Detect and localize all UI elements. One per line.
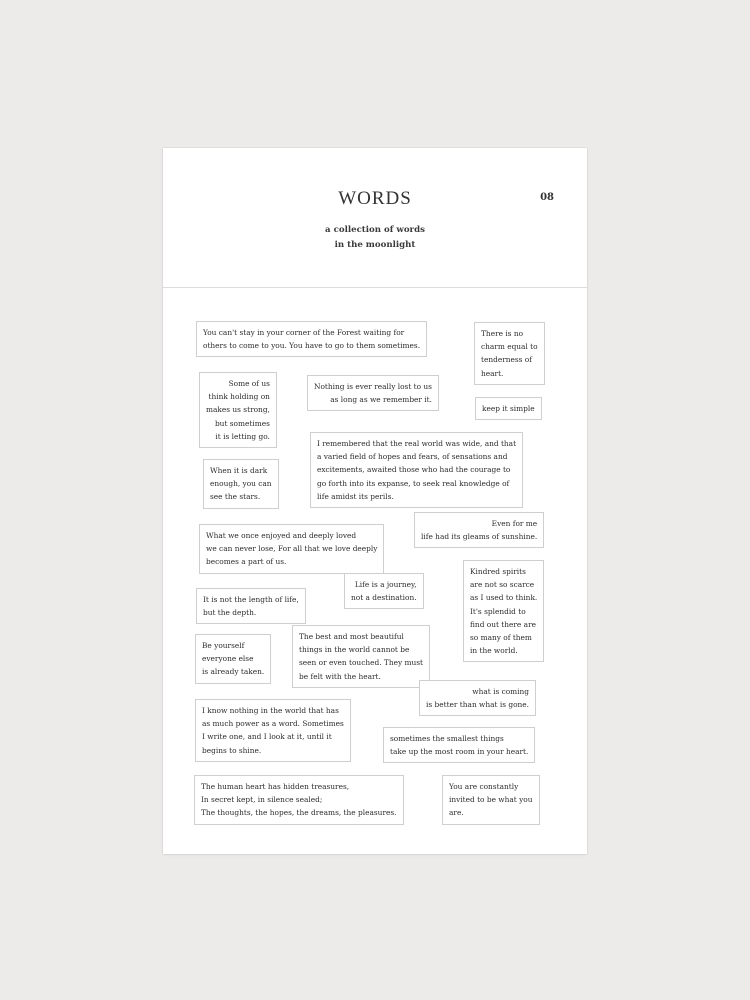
quote-line: What we once enjoyed and deeply loved — [206, 531, 357, 540]
quote-line: not a destination. — [351, 593, 417, 603]
quote-line: It is not the length of life, — [203, 595, 299, 604]
quote-line: is already taken. — [202, 667, 265, 677]
quote-line: are not so scarce — [470, 580, 535, 590]
quote-line: becomes a part of us. — [206, 557, 287, 567]
quote-line: In secret kept, in silence sealed; — [201, 795, 323, 805]
quote-line: makes us strong, — [206, 405, 270, 415]
quote-line: go forth into its expanse, to seek real knowledge of — [317, 478, 510, 488]
quote-line: You can't stay in your corner of the Forest waiting for — [203, 328, 405, 337]
quote-line: is better than what is gone. — [426, 700, 530, 710]
quote-line: Some of us — [228, 379, 270, 388]
quote-line: what is coming — [472, 687, 530, 696]
quote-line: The thoughts, the hopes, the dreams, the pleasures. — [201, 808, 397, 818]
quote-line: we can never lose, For all that we love deeply — [206, 544, 378, 554]
quote-sticker-nothing-lost — [307, 375, 439, 411]
quote-sticker-real-world — [310, 432, 523, 508]
quote-line: think holding on — [208, 392, 270, 402]
quote-line: Nothing is ever really lost to us — [314, 382, 432, 391]
quote-sticker-what-is-coming — [419, 680, 536, 716]
quote-sticker-keep-simple — [475, 397, 542, 420]
quote-line: The best and most beautiful — [299, 632, 404, 641]
quote-line: I write one, and I look at it, until it — [202, 732, 332, 742]
quote-sticker-kindred-spirits — [463, 560, 544, 662]
quote-line: There is no — [481, 329, 524, 338]
quote-line: You are constantly — [449, 782, 519, 791]
quote-line: as long as we remember it. — [330, 395, 432, 405]
quote-sticker-charm — [474, 322, 545, 385]
quote-line: The human heart has hidden treasures, — [201, 782, 350, 791]
quote-line: tenderness of — [481, 355, 532, 365]
quote-line: a varied field of hopes and fears, of sensations and — [317, 452, 508, 462]
quote-line: charm equal to — [481, 342, 538, 352]
quote-sticker-sunshine — [414, 512, 544, 548]
quote-line: excitements, awaited those who had the courage to — [317, 465, 511, 475]
quote-line: but the depth. — [203, 608, 257, 618]
subtitle-line: a collection of words — [325, 225, 425, 235]
quote-sticker-invited — [442, 775, 540, 825]
quote-sticker-forest — [196, 321, 427, 357]
quote-line: sometimes the smallest things — [390, 734, 504, 743]
quote-line: so many of them — [470, 633, 532, 643]
quote-line: it is letting go. — [215, 431, 270, 441]
quote-line: seen or even touched. They must — [299, 658, 424, 668]
page-number: 08 — [540, 192, 554, 203]
quote-line: find out there are — [470, 619, 536, 629]
quote-line: life had its gleams of sunshine. — [421, 532, 538, 542]
quote-line: life amidst its perils. — [317, 491, 394, 501]
quote-line: others to come to you. You have to go to them sometimes. — [203, 341, 421, 351]
quote-line: heart. — [481, 368, 504, 378]
quote-line: Kindred spirits — [470, 567, 526, 576]
quote-sticker-journey — [344, 573, 424, 609]
quote-line: invited to be what you — [449, 795, 533, 805]
quote-line: keep it simple — [482, 404, 535, 413]
quote-sticker-deeply-loved — [199, 524, 384, 574]
quote-sticker-holding-on — [199, 372, 277, 448]
quote-line: Even for me — [491, 519, 538, 528]
quote-line: as much power as a word. Sometimes — [202, 719, 344, 729]
sheet-subtitle — [163, 223, 587, 253]
sticker-sheet — [163, 148, 587, 854]
quote-line: Be yourself — [202, 641, 245, 650]
sheet-title: WORDS — [338, 188, 412, 209]
quote-line: I know nothing in the world that has — [202, 706, 339, 715]
quote-line: begins to shine. — [202, 745, 262, 755]
quote-sticker-length-of-life — [196, 588, 306, 624]
quote-line: as I used to think. — [470, 593, 538, 603]
quote-line: in the world. — [470, 646, 518, 656]
quote-line: take up the most room in your heart. — [390, 747, 529, 757]
quote-sticker-be-yourself — [195, 634, 271, 684]
quote-sticker-smallest-things — [383, 727, 535, 763]
quote-sticker-human-heart — [194, 775, 404, 825]
quote-line: are. — [449, 808, 464, 818]
quote-line: enough, you can — [210, 479, 272, 489]
quote-line: When it is dark — [210, 466, 268, 475]
quote-sticker-most-beautiful — [292, 625, 430, 688]
quote-line: I remembered that the real world was wide, and that — [317, 439, 517, 448]
quote-line: see the stars. — [210, 492, 261, 502]
quote-line: It's splendid to — [470, 606, 526, 616]
subtitle-line: in the moonlight — [334, 240, 416, 250]
quote-line: but sometimes — [214, 418, 270, 428]
quote-line: everyone else — [202, 654, 254, 664]
quote-sticker-dark-stars — [203, 459, 279, 509]
quote-line: be felt with the heart. — [299, 671, 381, 681]
quote-line: things in the world cannot be — [299, 645, 410, 655]
header-divider — [163, 287, 587, 288]
quote-sticker-power-of-word — [195, 699, 351, 762]
quote-line: Life is a journey, — [354, 580, 417, 589]
